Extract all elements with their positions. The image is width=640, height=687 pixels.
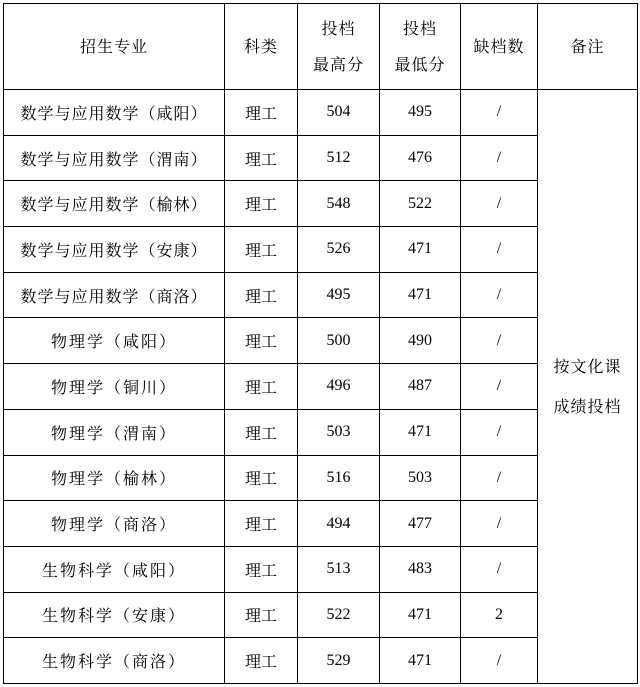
- cell-shortage: /: [461, 135, 538, 181]
- cell-max-score: 512: [298, 135, 380, 181]
- cell-major: 生物科学（安康）: [4, 592, 225, 638]
- cell-max-score: 516: [298, 455, 380, 501]
- cell-type: 理工: [225, 318, 298, 364]
- cell-max-score: 522: [298, 592, 380, 638]
- cell-major: 数学与应用数学（榆林）: [4, 181, 225, 227]
- cell-shortage: /: [461, 455, 538, 501]
- cell-type: 理工: [225, 409, 298, 455]
- cell-min-score: 487: [380, 364, 461, 410]
- cell-shortage: /: [461, 638, 538, 684]
- header-shortage: 缺档数: [461, 4, 538, 90]
- cell-major: 生物科学（咸阳）: [4, 546, 225, 592]
- cell-type: 理工: [225, 135, 298, 181]
- cell-min-score: 471: [380, 638, 461, 684]
- header-min-score-line2: 最低分: [394, 54, 446, 74]
- header-type: 科类: [225, 4, 298, 90]
- cell-max-score: 495: [298, 272, 380, 318]
- cell-min-score: 471: [380, 409, 461, 455]
- cell-shortage: /: [461, 318, 538, 364]
- cell-shortage: /: [461, 181, 538, 227]
- cell-shortage: 2: [461, 592, 538, 638]
- header-min-score-line1: 投档: [402, 18, 437, 38]
- cell-min-score: 483: [380, 546, 461, 592]
- cell-min-score: 471: [380, 272, 461, 318]
- cell-shortage: /: [461, 409, 538, 455]
- cell-min-score: 490: [380, 318, 461, 364]
- cell-note: [538, 90, 638, 684]
- cell-major: 物理学（商洛）: [4, 501, 225, 547]
- header-note: 备注: [538, 4, 638, 90]
- note-line2: 成绩投档: [553, 396, 622, 416]
- cell-major: 物理学（榆林）: [4, 455, 225, 501]
- cell-shortage: /: [461, 364, 538, 410]
- cell-shortage: /: [461, 90, 538, 136]
- cell-min-score: 471: [380, 592, 461, 638]
- cell-max-score: 494: [298, 501, 380, 547]
- table-row: [4, 90, 638, 136]
- cell-min-score: 522: [380, 181, 461, 227]
- cell-type: 理工: [225, 546, 298, 592]
- cell-min-score: 503: [380, 455, 461, 501]
- header-max-score: [298, 4, 380, 90]
- cell-min-score: 471: [380, 227, 461, 273]
- cell-max-score: 503: [298, 409, 380, 455]
- cell-major: 数学与应用数学（商洛）: [4, 272, 225, 318]
- cell-max-score: 529: [298, 638, 380, 684]
- cell-major: 数学与应用数学（咸阳）: [4, 90, 225, 136]
- cell-max-score: 513: [298, 546, 380, 592]
- cell-type: 理工: [225, 90, 298, 136]
- cell-min-score: 476: [380, 135, 461, 181]
- cell-type: 理工: [225, 638, 298, 684]
- admission-score-table: [3, 3, 638, 684]
- cell-major: 物理学（渭南）: [4, 409, 225, 455]
- cell-max-score: 500: [298, 318, 380, 364]
- cell-major: 数学与应用数学（安康）: [4, 227, 225, 273]
- cell-shortage: /: [461, 546, 538, 592]
- cell-major: 物理学（铜川）: [4, 364, 225, 410]
- cell-max-score: 526: [298, 227, 380, 273]
- cell-type: 理工: [225, 455, 298, 501]
- cell-max-score: 504: [298, 90, 380, 136]
- cell-type: 理工: [225, 592, 298, 638]
- cell-type: 理工: [225, 227, 298, 273]
- cell-type: 理工: [225, 364, 298, 410]
- header-min-score: [380, 4, 461, 90]
- cell-major: 数学与应用数学（渭南）: [4, 135, 225, 181]
- cell-type: 理工: [225, 272, 298, 318]
- cell-max-score: 548: [298, 181, 380, 227]
- cell-major: 物理学（咸阳）: [4, 318, 225, 364]
- note-line1: 按文化课: [553, 356, 622, 376]
- header-max-score-line1: 投档: [321, 18, 356, 38]
- cell-type: 理工: [225, 501, 298, 547]
- header-major: 招生专业: [4, 4, 225, 90]
- header-max-score-line2: 最高分: [312, 54, 364, 74]
- cell-shortage: /: [461, 227, 538, 273]
- cell-max-score: 496: [298, 364, 380, 410]
- cell-major: 生物科学（商洛）: [4, 638, 225, 684]
- table-header-row: [4, 4, 638, 90]
- cell-shortage: /: [461, 272, 538, 318]
- cell-type: 理工: [225, 181, 298, 227]
- cell-min-score: 495: [380, 90, 461, 136]
- cell-shortage: /: [461, 501, 538, 547]
- cell-min-score: 477: [380, 501, 461, 547]
